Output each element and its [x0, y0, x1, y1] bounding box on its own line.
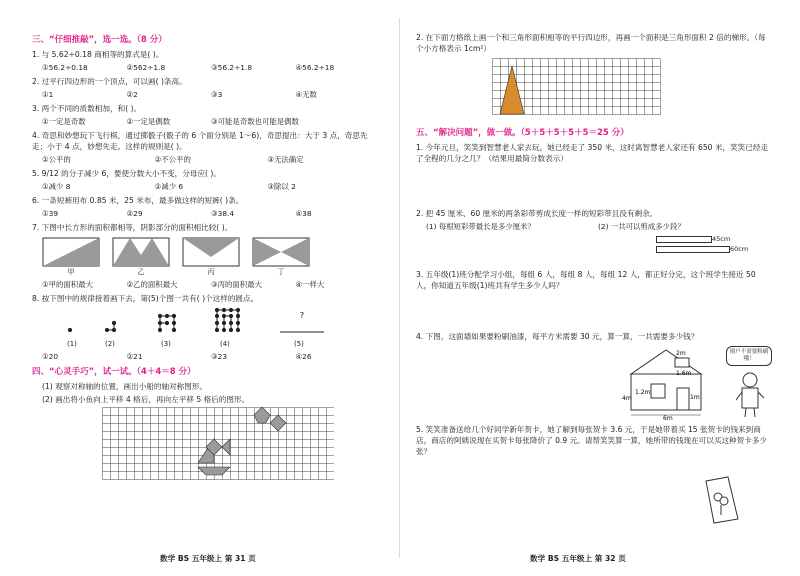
- person-illustration: [736, 372, 764, 418]
- dot-label: (2): [105, 340, 115, 348]
- question-8-options: [42, 351, 380, 362]
- section-5-title: 五、“解决问题”，做一做。（5＋5＋5＋5＋5＝25 分）: [416, 128, 629, 138]
- question-4-options: [42, 154, 380, 165]
- rect-label: 甲: [67, 268, 75, 276]
- option: ③56.2÷1.8: [211, 63, 253, 72]
- rect-yi-figure: [112, 237, 170, 267]
- question-3: 3. 两个不同的质数相加，和( )。: [32, 104, 142, 113]
- problem-3: 3. 五年级(1)班分配学习小组，每组 6 人，每组 8 人，每组 12 人，都正好分完，这个班学生接近 50 人，你知道五年级(1)班共有学生多少人吗？: [416, 270, 756, 290]
- option: ②21: [126, 352, 143, 361]
- question-4: 4. 奇思和妙想玩下飞行棋，通过掷骰子(骰子的 6 个面分别是 1～6)，奇思提出：大于 3 点，奇思先走；小于 4 点，妙想先走。这样的规则是( )。: [32, 131, 368, 151]
- option: ③3: [211, 90, 223, 99]
- rect-label: 乙: [137, 268, 145, 276]
- triangle-shape: [500, 66, 524, 114]
- unknown-mark: ?: [299, 311, 305, 320]
- wall-figure-area: [416, 344, 770, 422]
- question-7: 7. 下图中长方形的面积都相等，阴影部分的面积相比较( )。: [32, 223, 233, 232]
- option: ③可能是奇数也可能是偶数: [211, 117, 299, 126]
- question-5: 5. 9/12 的分子减少 6，要使分数大小不变，分母应( )。: [32, 169, 221, 178]
- symmetry-grid: [102, 407, 334, 484]
- house-wall-figure: [621, 344, 731, 420]
- question-2-options: [42, 89, 380, 100]
- problem-2-parts: [426, 221, 770, 232]
- page-footer: 数学 BS 五年级上 第 31 页: [160, 554, 256, 563]
- ribbon-60-label: 60cm: [730, 245, 749, 253]
- arrow-shape: [254, 407, 270, 423]
- dim-label: 1.2m: [635, 389, 651, 396]
- option: ④无数: [295, 90, 317, 99]
- rect-bing-figure: [182, 237, 240, 267]
- dot-label: (4): [220, 340, 230, 348]
- option: ②乙的面积最大: [126, 280, 178, 289]
- q7-figures: [42, 237, 380, 277]
- option: ①一定是奇数: [42, 117, 86, 126]
- area-grid: [492, 58, 662, 118]
- boat-hull: [198, 467, 230, 475]
- question-5-options: [42, 181, 380, 192]
- option: ③38.4: [211, 209, 235, 218]
- option: ③无法确定: [267, 155, 304, 164]
- option: ①1: [42, 90, 54, 99]
- section-4-item-1: (1) 观察对称轴的位置，画出小船的轴对称图形。: [42, 382, 208, 391]
- problem-1: 1. 今年元旦，笑笑到智慧老人家去玩。她已经走了 350 米，这时离智慧老人家还有 650 米，笑笑已经走了全程的几分之几？（结果用最简分数表示）: [416, 143, 769, 163]
- section-3-title: 三、“仔细推敲”，选一选。（8 分）: [32, 35, 167, 45]
- dot-label: (3): [161, 340, 171, 348]
- option: ②562÷1.8: [126, 63, 166, 72]
- greeting-card-figure: [702, 475, 742, 525]
- rect-bing: [182, 237, 240, 277]
- question-1-options: [42, 62, 380, 73]
- section-4-item-2: (2) 画出将小鱼向上平移 4 格后，再向左平移 5 格后的图形。: [42, 395, 250, 404]
- fish-tail: [222, 439, 230, 455]
- dim-label: 1m: [690, 394, 700, 401]
- rect-jia-figure: [42, 237, 100, 267]
- part-b: (2) 一共可以剪成多少段？: [598, 222, 685, 231]
- right-page: [400, 0, 800, 576]
- option: ④26: [295, 352, 312, 361]
- option: ①39: [42, 209, 59, 218]
- option: ①56.2÷0.18: [42, 63, 88, 72]
- dim-label: 2m: [676, 350, 686, 357]
- question-r2: 2. 在下面方格纸上画一个和三角形面积相等的平行四边形，再画一个面积是三角形面积 2 倍的梯形。（每个小方格表示 1cm²）: [416, 33, 766, 53]
- option: ②2: [126, 90, 138, 99]
- rect-yi: [112, 237, 170, 277]
- dim-label: 4m: [622, 395, 632, 402]
- page-footer: 数学 BS 五年级上 第 32 页: [530, 554, 626, 563]
- dot-pattern-figure: [62, 306, 392, 350]
- option: ④38: [295, 209, 312, 218]
- ribbon-45-bar: [656, 236, 712, 243]
- problem-2: 2. 把 45 厘米、60 厘米的两条彩带剪成长度一样的短彩带且没有剩余。: [416, 209, 658, 218]
- part-a: (1) 每根短彩带最长是多少厘米？: [426, 222, 535, 231]
- diamond-shape: [270, 415, 286, 431]
- question-8: 8. 按下图中的规律接着画下去，第(5)个图一共有( )个这样的圆点。: [32, 294, 259, 303]
- ribbon-45-label: 45cm: [712, 235, 731, 243]
- rect-label: 丙: [207, 268, 215, 276]
- option: ①甲的面积最大: [42, 280, 93, 289]
- section-4-title: 四、“心灵手巧”，试一试。（4＋4＝8 分）: [32, 367, 196, 377]
- option: ②29: [126, 209, 143, 218]
- question-6-options: [42, 208, 380, 219]
- dot-label: (1): [67, 340, 77, 348]
- question-2: 2. 过平行四边形的一个顶点，可以画( )条高。: [32, 77, 187, 86]
- rect-ding: [252, 237, 310, 277]
- problem-5: 5. 笑笑准备送给几个好同学新年贺卡，她了解到每张贺卡 3.6 元，于是她带着买 15 张贺卡的钱来到商店，商店的阿姨说现在买贺卡每张降价了 0.9 元。请帮笑笑算一算，她所带的钱现在可以买这种贺卡多少张？: [416, 425, 768, 456]
- question-7-options: [42, 279, 380, 290]
- rect-jia: [42, 237, 100, 277]
- ribbon-60-bar: [656, 246, 730, 253]
- option: ②减少 6: [154, 182, 184, 191]
- option: ②不公平的: [154, 155, 191, 164]
- question-1: 1. 与 5.62÷0.18 商相等的算式是( )。: [32, 50, 164, 59]
- rect-ding-figure: [252, 237, 310, 267]
- option: ④一样大: [295, 280, 325, 289]
- speech-bubble: 窗户不需要粉刷哦！: [726, 346, 772, 366]
- question-3-options: [42, 116, 380, 127]
- rect-label: 丁: [277, 268, 285, 276]
- option: ①减少 8: [42, 182, 71, 191]
- option: ③丙的面积最大: [211, 280, 262, 289]
- dim-label: 1.6m: [676, 370, 692, 377]
- option: ③除以 2: [267, 182, 296, 191]
- option: ②一定是偶数: [126, 117, 171, 126]
- question-6: 6. 一条短裤用布 0.85 米，25 米布，最多做这样的短裤( )条。: [32, 196, 244, 205]
- ribbon-bars: [656, 235, 770, 253]
- dot-label: (5): [294, 340, 304, 348]
- dim-label: 6m: [663, 415, 673, 420]
- problem-4: 4. 下图，这面墙如果要粉刷油漆，每平方米需要 30 元，算一算，一共需要多少钱？: [416, 332, 699, 341]
- option: ①公平的: [42, 155, 71, 164]
- option: ③23: [211, 352, 228, 361]
- option: ④56.2÷18: [295, 63, 335, 72]
- option: ①20: [42, 352, 59, 361]
- answer-space: [416, 166, 770, 206]
